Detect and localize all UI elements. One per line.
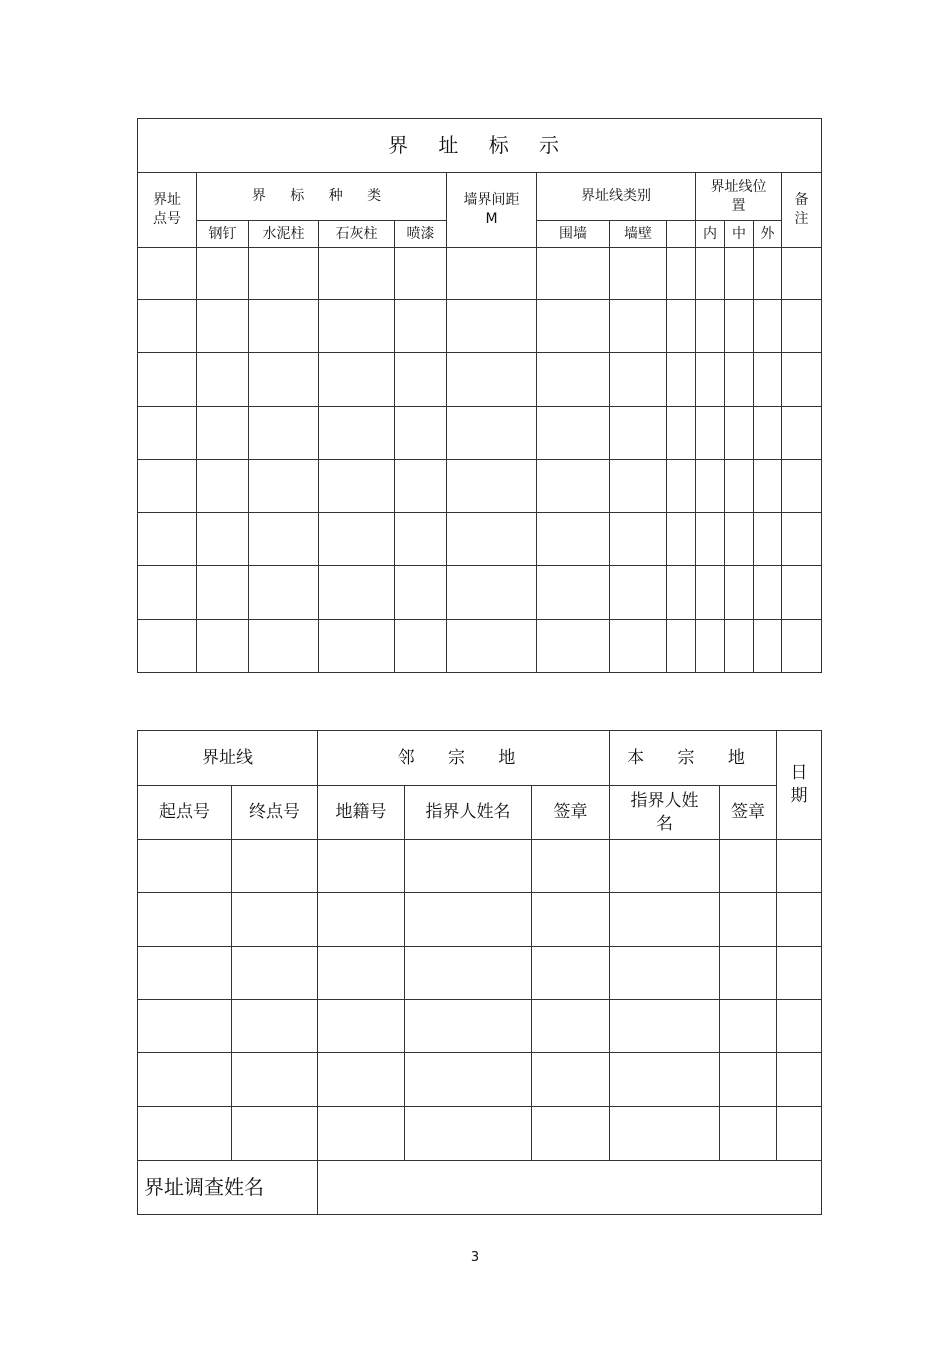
table-cell[interactable] [395,248,447,300]
table-cell[interactable] [138,353,197,407]
table-cell[interactable] [138,407,197,460]
table-cell[interactable] [405,1107,532,1161]
table-cell[interactable] [138,300,197,353]
line-row [138,1000,822,1053]
table-cell[interactable] [610,248,667,300]
marker-row [138,300,822,353]
table-cell[interactable] [197,248,249,300]
table-cell[interactable] [395,353,447,407]
table-cell[interactable] [318,893,405,947]
line-table-body [138,840,822,1161]
header-line-blank [667,221,696,248]
table-cell[interactable] [319,300,395,353]
table-cell[interactable] [777,1107,822,1161]
table-cell[interactable] [610,460,667,513]
header-marker-cement-post: 水泥柱 [249,221,319,248]
table-cell[interactable] [532,840,610,893]
table-cell[interactable] [720,1107,777,1161]
table-cell[interactable] [720,1000,777,1053]
table-cell[interactable] [754,300,782,353]
table-title: 界 址 标 示 [138,119,822,173]
table-cell[interactable] [532,893,610,947]
table-cell[interactable] [138,1053,232,1107]
table-cell[interactable] [537,248,610,300]
table-cell[interactable] [537,566,610,620]
header-marker-lime-post: 石灰柱 [319,221,395,248]
line-row [138,1053,822,1107]
table-cell[interactable] [197,566,249,620]
table-cell[interactable] [754,248,782,300]
table-cell[interactable] [725,460,754,513]
table-cell[interactable] [537,407,610,460]
table-cell[interactable] [667,566,696,620]
table-cell[interactable] [138,1000,232,1053]
table-cell[interactable] [610,620,667,673]
table-cell[interactable] [725,620,754,673]
table-cell[interactable] [447,248,537,300]
table-cell[interactable] [754,513,782,566]
table-cell[interactable] [537,513,610,566]
table-cell[interactable] [249,566,319,620]
header-marker-type: 界 标 种 类 [197,173,447,221]
table-cell[interactable] [232,1107,318,1161]
table-cell[interactable] [138,566,197,620]
header-position-inner: 内 [696,221,725,248]
table-cell[interactable] [532,947,610,1000]
table-cell[interactable] [720,947,777,1000]
table-cell[interactable] [725,407,754,460]
table-cell[interactable] [667,300,696,353]
marker-row [138,620,822,673]
table-cell[interactable] [405,1000,532,1053]
table-cell[interactable] [696,566,725,620]
investigator-label: 界址调查姓名 [138,1161,318,1215]
table-cell[interactable] [725,513,754,566]
table-cell[interactable] [782,407,822,460]
table-cell[interactable] [696,620,725,673]
header-line-position: 界址线位 置 [696,173,782,221]
table-cell[interactable] [197,407,249,460]
table-cell[interactable] [610,893,720,947]
table-cell[interactable] [197,300,249,353]
marker-row [138,353,822,407]
table-cell[interactable] [319,407,395,460]
table-cell[interactable] [532,1107,610,1161]
header-marker-steel-nail: 钢钉 [197,221,249,248]
table-cell[interactable] [318,1000,405,1053]
table-cell[interactable] [532,1000,610,1053]
table-cell[interactable] [447,566,537,620]
table-cell[interactable] [395,407,447,460]
header-own-signature: 签章 [720,786,777,840]
table-cell[interactable] [318,1053,405,1107]
header-wall-distance: 墙界间距 M [447,173,537,248]
table-cell[interactable] [754,460,782,513]
table-cell[interactable] [537,460,610,513]
table-cell[interactable] [249,353,319,407]
table-cell[interactable] [696,300,725,353]
table-cell[interactable] [725,248,754,300]
header-neighbor-indicator-name: 指界人姓名 [405,786,532,840]
table-cell[interactable] [782,566,822,620]
table-cell[interactable] [610,353,667,407]
marker-row [138,407,822,460]
header-position-outer: 外 [754,221,782,248]
table-cell[interactable] [667,513,696,566]
header-own-indicator-name: 指界人姓 名 [610,786,720,840]
marker-row [138,566,822,620]
table-cell[interactable] [725,566,754,620]
table-cell[interactable] [319,513,395,566]
table-cell[interactable] [447,620,537,673]
table-cell[interactable] [782,248,822,300]
table-cell[interactable] [319,460,395,513]
table-cell[interactable] [447,407,537,460]
table-cell[interactable] [667,248,696,300]
table-cell[interactable] [405,1053,532,1107]
line-row [138,840,822,893]
page-number: 3 [470,1250,480,1265]
table-cell[interactable] [610,1000,720,1053]
marker-row [138,248,822,300]
table-cell[interactable] [610,566,667,620]
header-line-fence: 围墙 [537,221,610,248]
table-cell[interactable] [138,513,197,566]
header-line-wall: 墙壁 [610,221,667,248]
table-cell[interactable] [138,620,197,673]
marker-row [138,460,822,513]
table-cell[interactable] [777,1053,822,1107]
table-cell[interactable] [405,893,532,947]
table-cell[interactable] [319,566,395,620]
table-cell[interactable] [610,947,720,1000]
table-cell[interactable] [197,513,249,566]
table-cell[interactable] [197,353,249,407]
header-position-middle: 中 [725,221,754,248]
table-cell[interactable] [754,566,782,620]
table-cell[interactable] [537,620,610,673]
table-cell[interactable] [610,1053,720,1107]
table-cell[interactable] [395,620,447,673]
table-cell[interactable] [232,1053,318,1107]
table-cell[interactable] [532,1053,610,1107]
table-cell[interactable] [696,460,725,513]
table-cell[interactable] [782,460,822,513]
table-cell[interactable] [232,1000,318,1053]
table-cell[interactable] [720,893,777,947]
table-cell[interactable] [318,947,405,1000]
marker-table-body [138,248,822,673]
table-cell[interactable] [720,1053,777,1107]
table-cell[interactable] [138,460,197,513]
header-neighbor-signature: 签章 [532,786,610,840]
header-point-no: 界址 点号 [138,173,197,248]
table-cell[interactable] [395,513,447,566]
table-cell[interactable] [696,353,725,407]
header-cadastral-no: 地籍号 [318,786,405,840]
header-date: 日 期 [777,731,822,840]
table-cell[interactable] [667,620,696,673]
header-start-point: 起点号 [138,786,232,840]
table-cell[interactable] [405,947,532,1000]
table-cell[interactable] [782,620,822,673]
table-cell[interactable] [782,353,822,407]
table-cell[interactable] [667,460,696,513]
header-marker-spray-paint: 喷漆 [395,221,447,248]
table-cell[interactable] [610,1107,720,1161]
table-cell[interactable] [232,947,318,1000]
header-own-parcel: 本 宗 地 [610,731,777,786]
table-cell[interactable] [447,513,537,566]
table-cell[interactable] [232,893,318,947]
table-cell[interactable] [319,248,395,300]
table-cell[interactable] [777,893,822,947]
table-cell[interactable] [318,1107,405,1161]
table-cell[interactable] [138,1107,232,1161]
table-cell[interactable] [395,460,447,513]
table-cell[interactable] [138,840,232,893]
boundary-line-table [137,730,822,1215]
header-line-type: 界址线类别 [537,173,696,221]
table-cell[interactable] [395,300,447,353]
table-cell[interactable] [249,620,319,673]
table-cell[interactable] [138,893,232,947]
table-cell[interactable] [138,248,197,300]
table-cell[interactable] [667,407,696,460]
table-cell[interactable] [610,840,720,893]
table-cell[interactable] [777,840,822,893]
table-cell[interactable] [610,513,667,566]
table-cell[interactable] [696,248,725,300]
header-remarks: 备 注 [782,173,822,248]
table-cell[interactable] [405,840,532,893]
table-cell[interactable] [537,300,610,353]
table-cell[interactable] [754,353,782,407]
header-boundary-line: 界址线 [138,731,318,786]
investigator-field[interactable] [318,1161,822,1215]
table-cell[interactable] [447,300,537,353]
table-cell[interactable] [249,300,319,353]
header-end-point: 终点号 [232,786,318,840]
table-cell[interactable] [447,353,537,407]
table-cell[interactable] [720,840,777,893]
table-cell[interactable] [319,353,395,407]
marker-row [138,513,822,566]
table-cell[interactable] [197,460,249,513]
header-neighbor-parcel: 邻 宗 地 [318,731,610,786]
table-cell[interactable] [249,513,319,566]
table-cell[interactable] [138,947,232,1000]
table-cell[interactable] [777,1000,822,1053]
boundary-marker-table [137,118,822,673]
line-row [138,947,822,1000]
table-cell[interactable] [537,353,610,407]
table-cell[interactable] [447,460,537,513]
table-cell[interactable] [610,407,667,460]
table-cell[interactable] [610,300,667,353]
table-cell[interactable] [777,947,822,1000]
table-cell[interactable] [754,407,782,460]
table-cell[interactable] [249,407,319,460]
table-cell[interactable] [696,513,725,566]
table-cell[interactable] [725,300,754,353]
table-cell[interactable] [197,620,249,673]
table-cell[interactable] [249,460,319,513]
table-cell[interactable] [782,513,822,566]
table-cell[interactable] [725,353,754,407]
line-row [138,1107,822,1161]
table-cell[interactable] [395,566,447,620]
table-cell[interactable] [319,620,395,673]
table-cell[interactable] [696,407,725,460]
table-cell[interactable] [318,840,405,893]
line-row [138,893,822,947]
table-cell[interactable] [782,300,822,353]
table-cell[interactable] [249,248,319,300]
table-cell[interactable] [667,353,696,407]
table-cell[interactable] [232,840,318,893]
table-cell[interactable] [754,620,782,673]
